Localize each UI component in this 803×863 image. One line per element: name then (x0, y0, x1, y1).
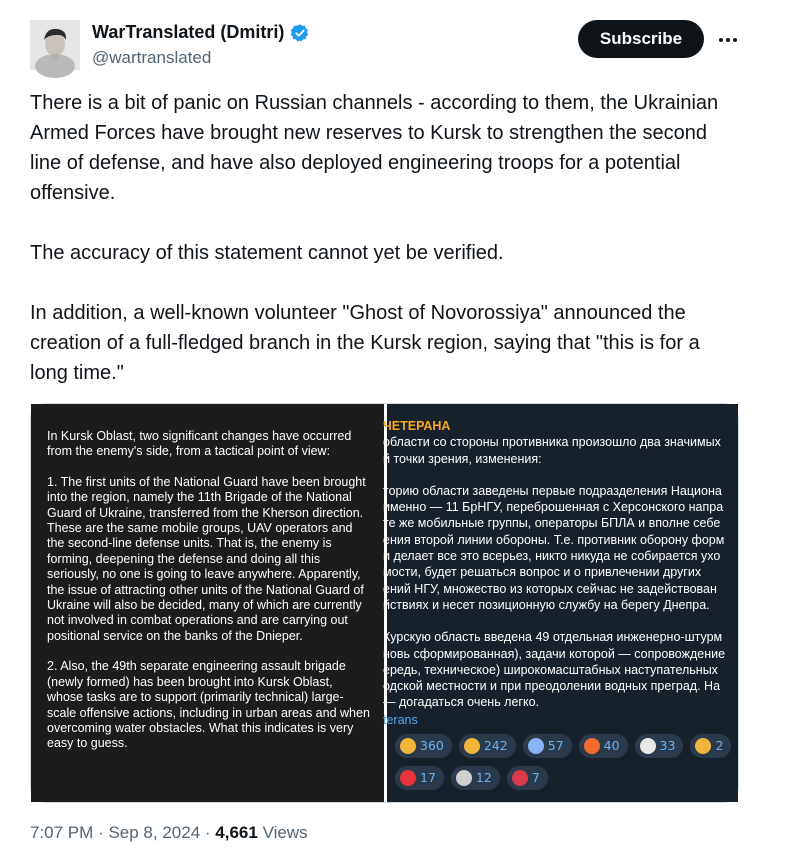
original-line: йствиях и несет позиционную службу на берегу Днепра. (383, 597, 710, 612)
reaction-count: 7 (531, 769, 540, 785)
reaction-chip (451, 766, 500, 790)
person-shrugging-icon (528, 738, 544, 754)
translated-text-panel (31, 404, 384, 802)
reaction-chip (507, 766, 548, 790)
views-count: 4,661 (215, 823, 258, 842)
media-image[interactable] (30, 403, 739, 803)
original-line: торию области заведены первые подразделения Национа (383, 483, 722, 498)
avatar-photo (30, 20, 80, 70)
original-line: мости, будет решаться вопрос и о привлечении других (383, 565, 702, 580)
views-label: Views (262, 823, 308, 842)
thumbs-up-icon (400, 738, 416, 754)
tweet-paragraph: In addition, a well-known volunteer "Ghost of Novorossiya" announced the creation of a full-fledged branch in the Kursk region, saying that "this is for a long time." (30, 302, 700, 384)
original-line: ередь, техническое) широкомасштабных наступательных (383, 662, 718, 677)
translated-paragraph: 2. Also, the 49th separate engineering assault brigade (newly formed) has been brought into Kursk Oblast, whose tasks are to support (primarily technical) large-scale offensive actions, including in urban areas and when overcoming water obstacles. What this indicates is very easy to guess. (47, 659, 370, 751)
subscribe-button[interactable]: Subscribe (578, 20, 704, 58)
post-date[interactable]: Sep 8, 2024 (108, 823, 201, 842)
reaction-count: 33 (659, 737, 676, 753)
verified-badge-icon (290, 23, 310, 43)
reaction-count: 57 (547, 737, 564, 753)
kiss-mark-icon (512, 770, 528, 786)
reaction-chip (690, 734, 731, 758)
reaction-count: 17 (420, 769, 436, 785)
meta-separator: · (204, 823, 211, 842)
reactions-row (395, 766, 795, 790)
reaction-chip (395, 734, 452, 758)
meta-separator: · (98, 823, 104, 842)
original-line: й точки зрения, изменения: (383, 451, 542, 466)
author-name-row (92, 22, 310, 43)
original-line: одской местности и при преодолении водных преград. На (383, 679, 721, 694)
reactions-row (395, 734, 795, 758)
reaction-chip (579, 734, 628, 758)
original-line: — догадаться очень легко. (383, 695, 540, 710)
original-line: именно — 11 БрНГУ, переброшенная с Херсонского напра (383, 500, 724, 515)
original-line: Курскую область введена 49 отдельная инженерно-штурм (383, 630, 723, 645)
tweet-meta (30, 823, 308, 843)
reaction-chip (395, 766, 444, 790)
more-horizontal-icon[interactable] (713, 28, 743, 52)
reaction-count: 2 (715, 737, 724, 753)
tweet-paragraph: There is a bit of panic on Russian channels - according to them, the Ukrainian Armed Forces have brought new reserves to Kursk to strengthen the second line of defense, and have also deployed engineering troops for a potential offensive. (30, 92, 719, 204)
original-line: новь сформированная), задачи которой — сопровождение (383, 646, 726, 661)
hundred-points-icon (400, 770, 416, 786)
translated-paragraph: In Kursk Oblast, two significant changes have occurred from the enemy's side, from a tactical point of view: (47, 429, 352, 459)
original-line: области со стороны противника произошло два значимых (383, 435, 721, 450)
shield-emblem-icon (456, 770, 472, 786)
display-name[interactable]: WarTranslated (Dmitri) (92, 22, 285, 42)
translated-paragraph: 1. The first units of the National Guard have been brought into the region, namely the 11th Brigade of the National Guard of Ukraine, transferred from the Kherson direction. These are the same mobile groups, UAV operators and the second-line defense units. That is, the enemy is forming, deepening the defense and doing all this seriously, no one is going to leave anywhere. Apparently, the issue of attracting other units of the National Guard of Ukraine will also be decided, many of which are currently not involved in combat operations and are carrying out positional service on the banks of the Dnieper. (47, 474, 366, 643)
reaction-count: 242 (483, 737, 508, 753)
reaction-count: 12 (475, 769, 492, 785)
avatar[interactable] (30, 20, 80, 70)
original-line: ения второй линии обороны. Т.е. противник оборону форм (383, 532, 725, 547)
reactions (395, 734, 795, 798)
channel-title: ЧЕТЕРАНА (383, 419, 451, 433)
reaction-chip (635, 734, 684, 758)
tweet-paragraph: The accuracy of this statement cannot yet be verified. (30, 242, 504, 264)
reaction-chip (523, 734, 572, 758)
sunglasses-face-icon (695, 738, 711, 754)
post-time[interactable]: 7:07 PM (30, 823, 94, 842)
original-line: ений НГУ, множество из которых сейчас не задействован (383, 581, 717, 596)
reaction-chip (459, 734, 516, 758)
reaction-count: 360 (420, 737, 444, 753)
dove-icon (640, 738, 656, 754)
thinking-face-icon (464, 738, 480, 754)
fire-icon (584, 738, 600, 754)
tweet-text (30, 88, 742, 388)
reaction-count: 40 (603, 737, 620, 753)
original-line: и делает все это всерьез, никто никуда не собирается ухо (383, 549, 721, 564)
original-telegram-panel (383, 404, 738, 802)
author-handle[interactable]: @wartranslated (92, 48, 212, 67)
original-line: те же мобильные группы, операторы БПЛА и вполне себе (383, 516, 721, 531)
channel-link: terans (383, 713, 418, 727)
